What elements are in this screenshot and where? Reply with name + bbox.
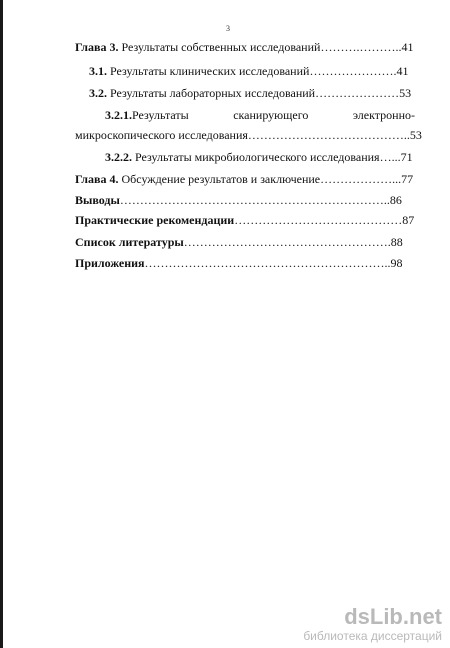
toc-page: 71 [400,150,413,164]
toc-entry-recommendations [75,213,414,227]
scan-edge [0,0,3,648]
toc-leader: ………………… [309,64,394,78]
toc-label: 3.2. [89,86,107,100]
toc-page: .41 [393,64,409,78]
toc-entry-3-2-1 [105,108,415,122]
toc-title: Результаты микробиологического исследования [132,150,380,164]
page-number: 3 [226,24,230,33]
toc-page: 98 [390,256,403,270]
toc-entry-chapter-3 [75,40,413,54]
toc-leader: ……….………. [320,40,399,54]
toc-leader: ………………………………………………………….. [119,193,390,207]
toc-label: Приложения [75,256,145,270]
watermark-logo-main: dsLib [344,604,403,629]
toc-title: Результаты лабораторных исследований [107,86,316,100]
toc-title: Результаты клинических исследований [107,64,310,78]
toc-label: 3.2.1. [105,108,132,122]
toc-leader: ……………….. [320,172,399,186]
toc-entry-3-2-2 [105,150,413,164]
toc-leader: ………………… [315,86,400,100]
toc-page: 88 [390,235,403,249]
watermark-logo-tld: net [409,604,442,629]
toc-label: Глава 4. [75,172,119,186]
toc-label: 3.2.2. [105,150,132,164]
toc-leader: ………………………………… [247,128,404,142]
toc-title: микроскопического исследования [75,128,248,142]
toc-title: Обсуждение результатов и заключение [118,172,321,186]
toc-leader: …………………………………… [234,213,403,227]
toc-entry-3-1 [89,64,408,78]
toc-title-word: Результаты [132,108,189,122]
toc-entry-3-2 [89,86,411,100]
toc-page: .41 [398,40,414,54]
toc-label: Глава 3. [75,40,119,54]
toc-label: Выводы [75,193,120,207]
toc-page: .77 [398,172,414,186]
watermark-logo-dot: . [402,604,409,629]
toc-leader: …………………………………………………….. [144,256,391,270]
watermark-logo [267,606,442,628]
toc-leader: ……………………………………………. [183,235,391,249]
toc-title-word: электронно- [352,108,415,122]
toc-heading [105,108,189,122]
toc-page: ..53 [403,128,422,142]
toc-entry-appendices [75,256,403,270]
toc-page: 53 [399,86,412,100]
toc-leader: …... [379,150,401,164]
toc-entry-3-2-1-continued [75,128,422,142]
toc-entry-chapter-4 [75,172,413,186]
toc-label: 3.1. [89,64,107,78]
toc-page: 87 [402,213,415,227]
toc-label: Практические рекомендации [75,213,235,227]
toc-entry-references [75,235,403,249]
toc-title-word: сканирующего [233,108,309,122]
toc-title: Результаты собственных исследований [118,40,321,54]
toc-label: Список литературы [75,235,184,249]
toc-page: 86 [389,193,402,207]
watermark [267,606,442,643]
watermark-subtitle: библиотека диссертаций [303,629,442,643]
toc-entry-conclusions [75,193,402,207]
